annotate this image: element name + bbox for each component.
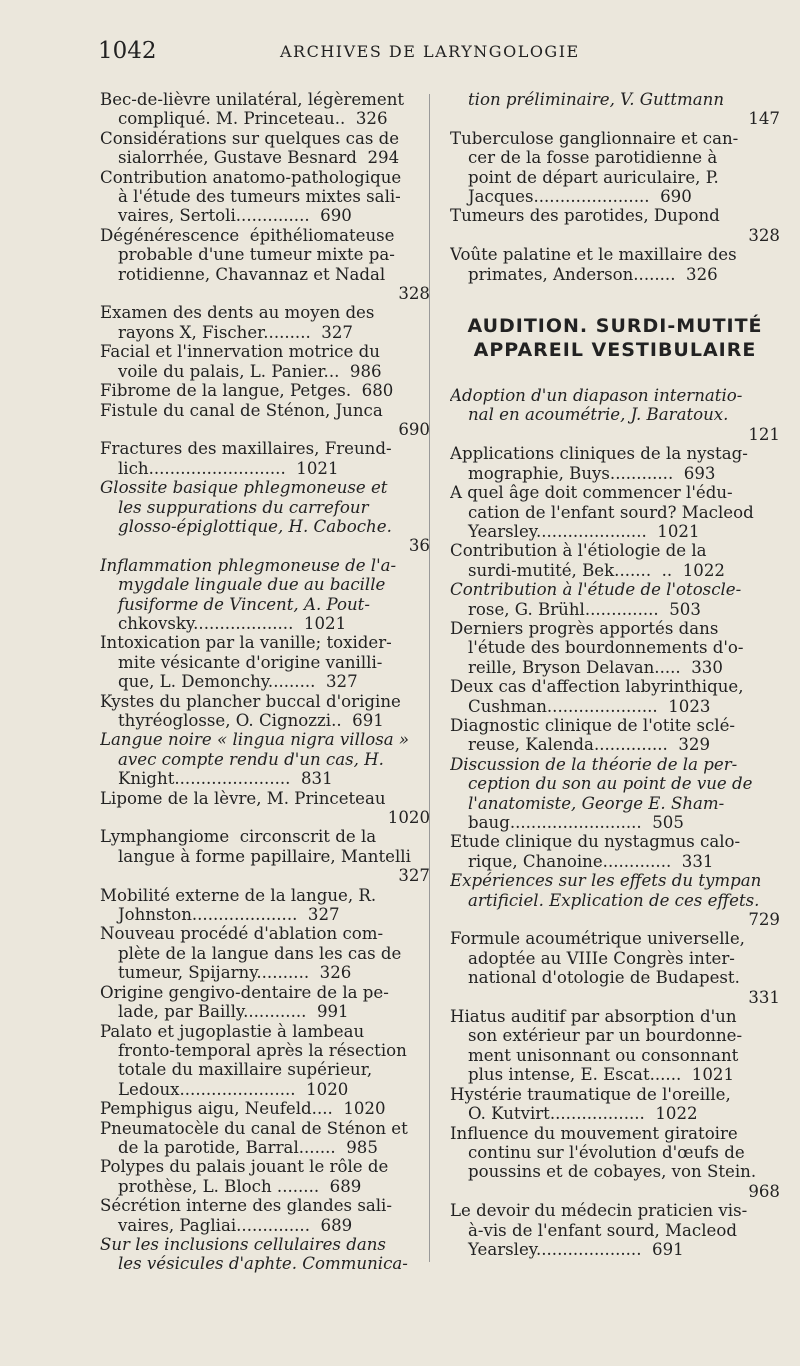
index-line: totale du maxillaire supérieur, [118, 1060, 373, 1080]
index-line: surdi-mutité, Bek....... .. 1022 [468, 560, 725, 580]
index-line: primates, Anderson........ 326 [468, 264, 718, 284]
index-line: Lymphangiome circonscrit de la [100, 827, 377, 847]
index-line: Langue noire « lingua nigra villosa » [100, 730, 410, 750]
index-line: Knight...................... 831 [118, 769, 333, 789]
index-line: Hiatus auditif par absorption d'un [450, 1007, 737, 1027]
index-line: Diagnostic clinique de l'otite sclé- [450, 715, 736, 735]
index-line: Sécrétion interne des glandes sali- [100, 1196, 392, 1216]
index-line: 328 [748, 225, 780, 245]
index-line: artificiel. Explication de ces effets. [468, 890, 760, 910]
index-line: mite vésicante d'origine vanilli- [118, 652, 383, 672]
index-line: 147 [748, 109, 780, 129]
index-line: nal en acoumétrie, J. Baratoux. [468, 405, 729, 425]
index-line: 327 [398, 866, 430, 886]
index-line: les suppurations du carrefour [118, 497, 369, 517]
index-line: O. Kutvirt.................. 1022 [468, 1104, 698, 1124]
index-line: à-vis de l'enfant sourd, Macleod [468, 1220, 737, 1240]
index-line: voile du palais, L. Panier... 986 [118, 361, 382, 381]
index-line: 328 [398, 284, 430, 304]
index-line: Facial et l'innervation motrice du [100, 342, 380, 362]
index-line: Expériences sur les effets du tympan [450, 871, 762, 891]
index-line: Tuberculose ganglionnaire et can- [450, 128, 739, 148]
index-line: Yearsley..................... 1021 [468, 521, 700, 541]
index-line: Voûte palatine et le maxillaire des [450, 245, 737, 265]
index-line: fusiforme de Vincent, A. Pout- [118, 594, 370, 614]
index-line: Jacques...................... 690 [468, 187, 692, 207]
index-line: A quel âge doit commencer l'édu- [450, 483, 733, 503]
index-line: Yearsley.................... 691 [468, 1239, 684, 1259]
index-line: Influence du mouvement giratoire [450, 1123, 738, 1143]
index-line: Adoption d'un diapason internatio- [450, 386, 743, 406]
index-line: continu sur l'évolution d'œufs de [468, 1142, 745, 1162]
index-line: Origine gengivo-dentaire de la pe- [100, 982, 389, 1002]
index-line: mygdale linguale due au bacille [118, 575, 386, 595]
index-line: poussins et de cobayes, von Stein. [468, 1162, 757, 1182]
index-line: compliqué. M. Princeteau.. 326 [118, 109, 388, 129]
index-line: Contribution à l'étiologie de la [450, 541, 707, 561]
index-line: plus intense, E. Escat...... 1021 [468, 1065, 735, 1085]
index-line: Glossite basique phlegmoneuse et [100, 478, 388, 498]
index-line: de la parotide, Barral....... 985 [118, 1137, 378, 1157]
index-line: chkovsky................... 1021 [118, 613, 347, 633]
index-line: cation de l'enfant sourd? Macleod [468, 502, 754, 522]
index-line: Dégénérescence épithéliomateuse [100, 225, 395, 245]
index-entries-continued [450, 90, 780, 284]
index-line: mographie, Buys............ 693 [468, 463, 716, 483]
index-line: 690 [398, 419, 430, 439]
index-line: rose, G. Brühl.............. 503 [468, 599, 701, 619]
index-line: vaires, Sertoli.............. 690 [118, 206, 352, 226]
index-line: 968 [748, 1181, 780, 1201]
index-line: Considérations sur quelques cas de [100, 128, 400, 148]
index-line: Fistule du canal de Sténon, Junca [100, 400, 383, 420]
index-line: Etude clinique du nystagmus calo- [450, 832, 741, 852]
index-line: ception du son au point de vue de [468, 774, 753, 794]
index-line: Discussion de la théorie de la per- [450, 754, 738, 774]
index-line: cer de la fosse parotidienne à [468, 148, 718, 168]
index-line: reuse, Kalenda.............. 329 [468, 735, 711, 755]
index-line: ment unisonnant ou consonnant [468, 1045, 739, 1065]
index-line: Sur les inclusions cellulaires dans [100, 1234, 386, 1254]
index-line: fronto-temporal après la résection [118, 1040, 407, 1060]
page-number: 1042 [98, 38, 157, 64]
index-line: 729 [748, 910, 780, 930]
index-line: Deux cas d'affection labyrinthique, [450, 677, 744, 697]
index-line: son extérieur par un bourdonne- [468, 1026, 743, 1046]
index-line: point de départ auriculaire, P. [468, 167, 719, 187]
index-line: vaires, Pagliai.............. 689 [118, 1215, 353, 1235]
index-line: Tumeurs des parotides, Dupond [450, 206, 720, 226]
index-line: 121 [748, 424, 780, 444]
index-line: tion préliminaire, V. Guttmann [468, 90, 725, 109]
index-line: 331 [748, 987, 780, 1007]
index-line: baug......................... 505 [468, 813, 684, 832]
index-line: Examen des dents au moyen des [100, 303, 375, 323]
index-entries-audition [450, 386, 780, 1259]
index-line: l'anatomiste, George E. Sham- [468, 793, 725, 813]
page-header [0, 38, 800, 68]
index-line: à l'étude des tumeurs mixtes sali- [118, 187, 401, 207]
index-line: Derniers progrès apportés dans [450, 618, 719, 638]
index-line: Nouveau procédé d'ablation com- [100, 924, 384, 944]
index-line: sialorrhée, Gustave Besnard 294 [118, 148, 400, 168]
index-line: Intoxication par la vanille; toxider- [100, 633, 392, 653]
index-line: glosso-épiglottique, H. Caboche. [118, 516, 392, 536]
index-line: national d'otologie de Budapest. [468, 968, 740, 988]
index-line: Johnston.................... 327 [118, 905, 340, 925]
index-line: Formule acoumétrique universelle, [450, 929, 745, 949]
index-line: Kystes du plancher buccal d'origine [100, 691, 401, 711]
index-line: lade, par Bailly............ 991 [118, 1002, 349, 1022]
index-line: 1020 [387, 808, 430, 828]
index-line: Lipome de la lèvre, M. Princeteau [100, 788, 386, 808]
index-line: Cushman..................... 1023 [468, 696, 711, 716]
index-line: tumeur, Spijarny.......... 326 [118, 963, 352, 983]
index-line: adoptée au VIIIe Congrès inter- [468, 948, 735, 968]
index-column-right [450, 90, 780, 1259]
index-line: thyréoglosse, O. Cignozzi.. 691 [118, 711, 384, 730]
index-line: Pneumatocèle du canal de Sténon et [100, 1118, 408, 1138]
index-line: prothèse, L. Bloch ........ 689 [118, 1176, 362, 1196]
index-line: avec compte rendu d'un cas, H. [118, 749, 384, 769]
index-line: 36 [408, 536, 430, 556]
index-line: les vésicules d'aphte. Communica- [118, 1254, 408, 1274]
index-line: l'étude des bourdonnements d'o- [468, 638, 744, 658]
index-line: Palato et jugoplastie à lambeau [100, 1021, 365, 1041]
section-title: AUDITION. SURDI-MUTITÉ APPAREIL VESTIBULAIRE [467, 315, 763, 362]
index-line: Le devoir du médecin praticien vis- [450, 1201, 748, 1221]
index-line: Ledoux...................... 1020 [118, 1079, 349, 1099]
index-line: Fibrome de la langue, Petges. 680 [100, 381, 394, 401]
index-line: Polypes du palais jouant le rôle de [100, 1157, 389, 1177]
index-line: rayons X, Fischer......... 327 [118, 322, 353, 342]
running-title: ARCHIVES DE LARYNGOLOGIE [280, 42, 580, 61]
index-line: Contribution à l'étude de l'otoscle- [450, 580, 742, 600]
index-line: plète de la langue dans les cas de [118, 943, 402, 963]
index-line: langue à forme papillaire, Mantelli [118, 846, 411, 866]
index-line: reille, Bryson Delavan..... 330 [468, 657, 723, 677]
index-line: Inflammation phlegmoneuse de l'a- [100, 555, 397, 575]
index-line: Applications cliniques de la nystag- [450, 444, 748, 464]
index-column-left [100, 90, 430, 1274]
index-line: rotidienne, Chavannaz et Nadal [118, 264, 386, 284]
index-line: Bec-de-lièvre unilatéral, légèrement [100, 90, 405, 109]
index-line: Hystérie traumatique de l'oreille, [450, 1084, 731, 1104]
index-line: Mobilité externe de la langue, R. [100, 885, 377, 905]
index-line: probable d'une tumeur mixte pa- [118, 245, 395, 265]
index-line: Fractures des maxillaires, Freund- [100, 439, 392, 459]
index-line: Pemphigus aigu, Neufeld.... 1020 [100, 1099, 386, 1119]
index-line: que, L. Demonchy......... 327 [118, 672, 358, 692]
index-line: lich.......................... 1021 [118, 458, 339, 478]
index-line: rique, Chanoine............. 331 [468, 851, 714, 871]
index-line: Contribution anatomo-pathologique [100, 167, 402, 187]
